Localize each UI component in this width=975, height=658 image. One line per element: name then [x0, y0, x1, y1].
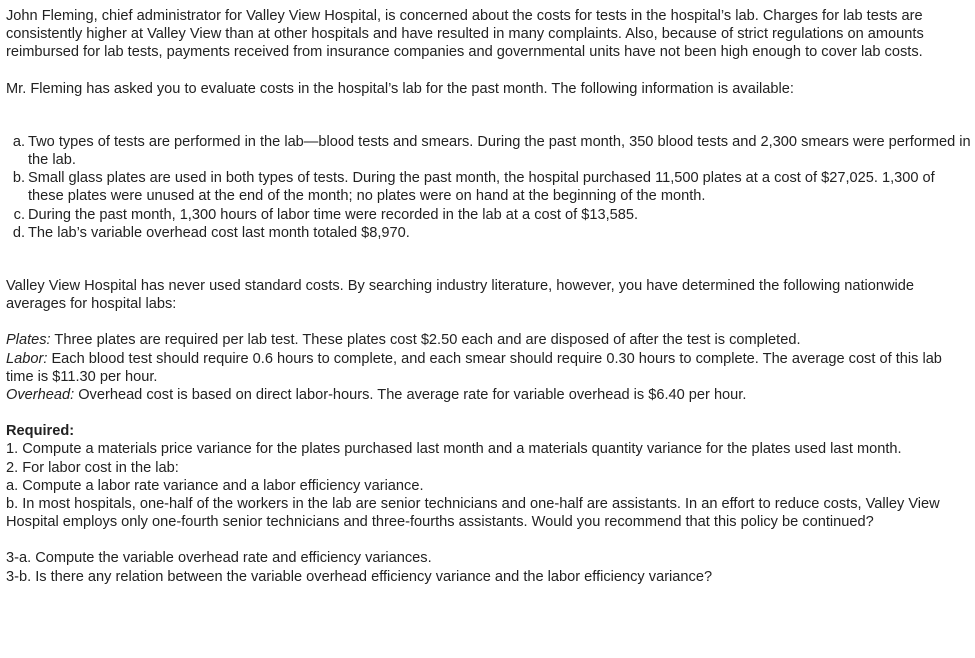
standard-plates	[6, 331, 971, 349]
list-item	[6, 133, 971, 169]
standard-label: Overhead:	[6, 387, 75, 404]
required-part3	[6, 549, 971, 585]
required-block	[6, 422, 971, 531]
problem-document	[6, 7, 971, 586]
standard-overhead	[6, 386, 971, 404]
standard-text: Three plates are required per lab test. These plates cost $2.50 each and are disposed of after the test is completed.	[50, 332, 801, 349]
list-item-text: The lab’s variable overhead cost last month totaled $8,970.	[28, 224, 410, 241]
list-item-text: During the past month, 1,300 hours of labor time were recorded in the lab at a cost of $13,585.	[28, 206, 639, 223]
standard-text: Each blood test should require 0.6 hours to complete, and each smear should require 0.30 hours to complete. The average cost of this lab time is $11.30 per hour.	[6, 350, 942, 385]
list-marker: c.	[13, 206, 25, 223]
list-item-text: Small glass plates are used in both types of tests. During the past month, the hospital purchased 11,500 plates at a cost of $27,025. 1,300 of these plates were unused at the end of the month; no plates were on hand at the beginning of the month.	[28, 170, 935, 205]
list-item-text: Two types of tests are performed in the lab—blood tests and smears. During the past month, 350 blood tests and 2,300 smears were performed in the lab.	[28, 133, 971, 169]
standards-block	[6, 331, 971, 404]
required-line: 3-b. Is there any relation between the variable overhead efficiency variance and the labor efficiency variance?	[6, 568, 713, 585]
required-line: a. Compute a labor rate variance and a labor efficiency variance.	[6, 477, 424, 494]
intro-paragraph: John Fleming, chief administrator for Valley View Hospital, is concerned about the costs for tests in the hospital’s lab. Charges for lab tests are consistently higher at Valley View than at other hospitals and have resulted in many complaints. Also, because of strict regulations on amounts reimbursed for lab tests, payments received from insurance companies and governmental units have not been high enough to cover lab costs.	[6, 8, 924, 61]
nationwide-paragraph: Valley View Hospital has never used standard costs. By searching industry literature, however, you have determined the following nationwide averages for hospital labs:	[6, 278, 915, 313]
ask-paragraph: Mr. Fleming has asked you to evaluate costs in the hospital’s lab for the past month. The following information is available:	[6, 80, 794, 97]
info-list	[6, 133, 971, 242]
list-item	[6, 224, 971, 242]
standard-labor	[6, 350, 971, 386]
list-item	[6, 169, 971, 205]
required-line: 1. Compute a materials price variance for the plates purchased last month and a materials quantity variance for the plates used last month.	[6, 441, 902, 458]
standard-text: Overhead cost is based on direct labor-hours. The average rate for variable overhead is $6.40 per hour.	[74, 387, 747, 404]
required-line: b. In most hospitals, one-half of the workers in the lab are senior technicians and one-half are assistants. In an effort to reduce costs, Valley View Hospital employs only one-fourth senior technicians and three-fourths assistants. Would you recommend that this policy be continued?	[6, 496, 940, 531]
standard-label: Labor:	[6, 350, 48, 367]
required-heading: Required:	[6, 423, 75, 440]
required-line: 2. For labor cost in the lab:	[6, 459, 179, 476]
list-marker: d.	[12, 224, 25, 241]
list-marker: b.	[12, 170, 25, 187]
list-marker: a.	[12, 133, 25, 150]
required-line: 3-a. Compute the variable overhead rate and efficiency variances.	[6, 550, 432, 567]
standard-label: Plates:	[6, 332, 51, 349]
list-item	[6, 206, 971, 224]
